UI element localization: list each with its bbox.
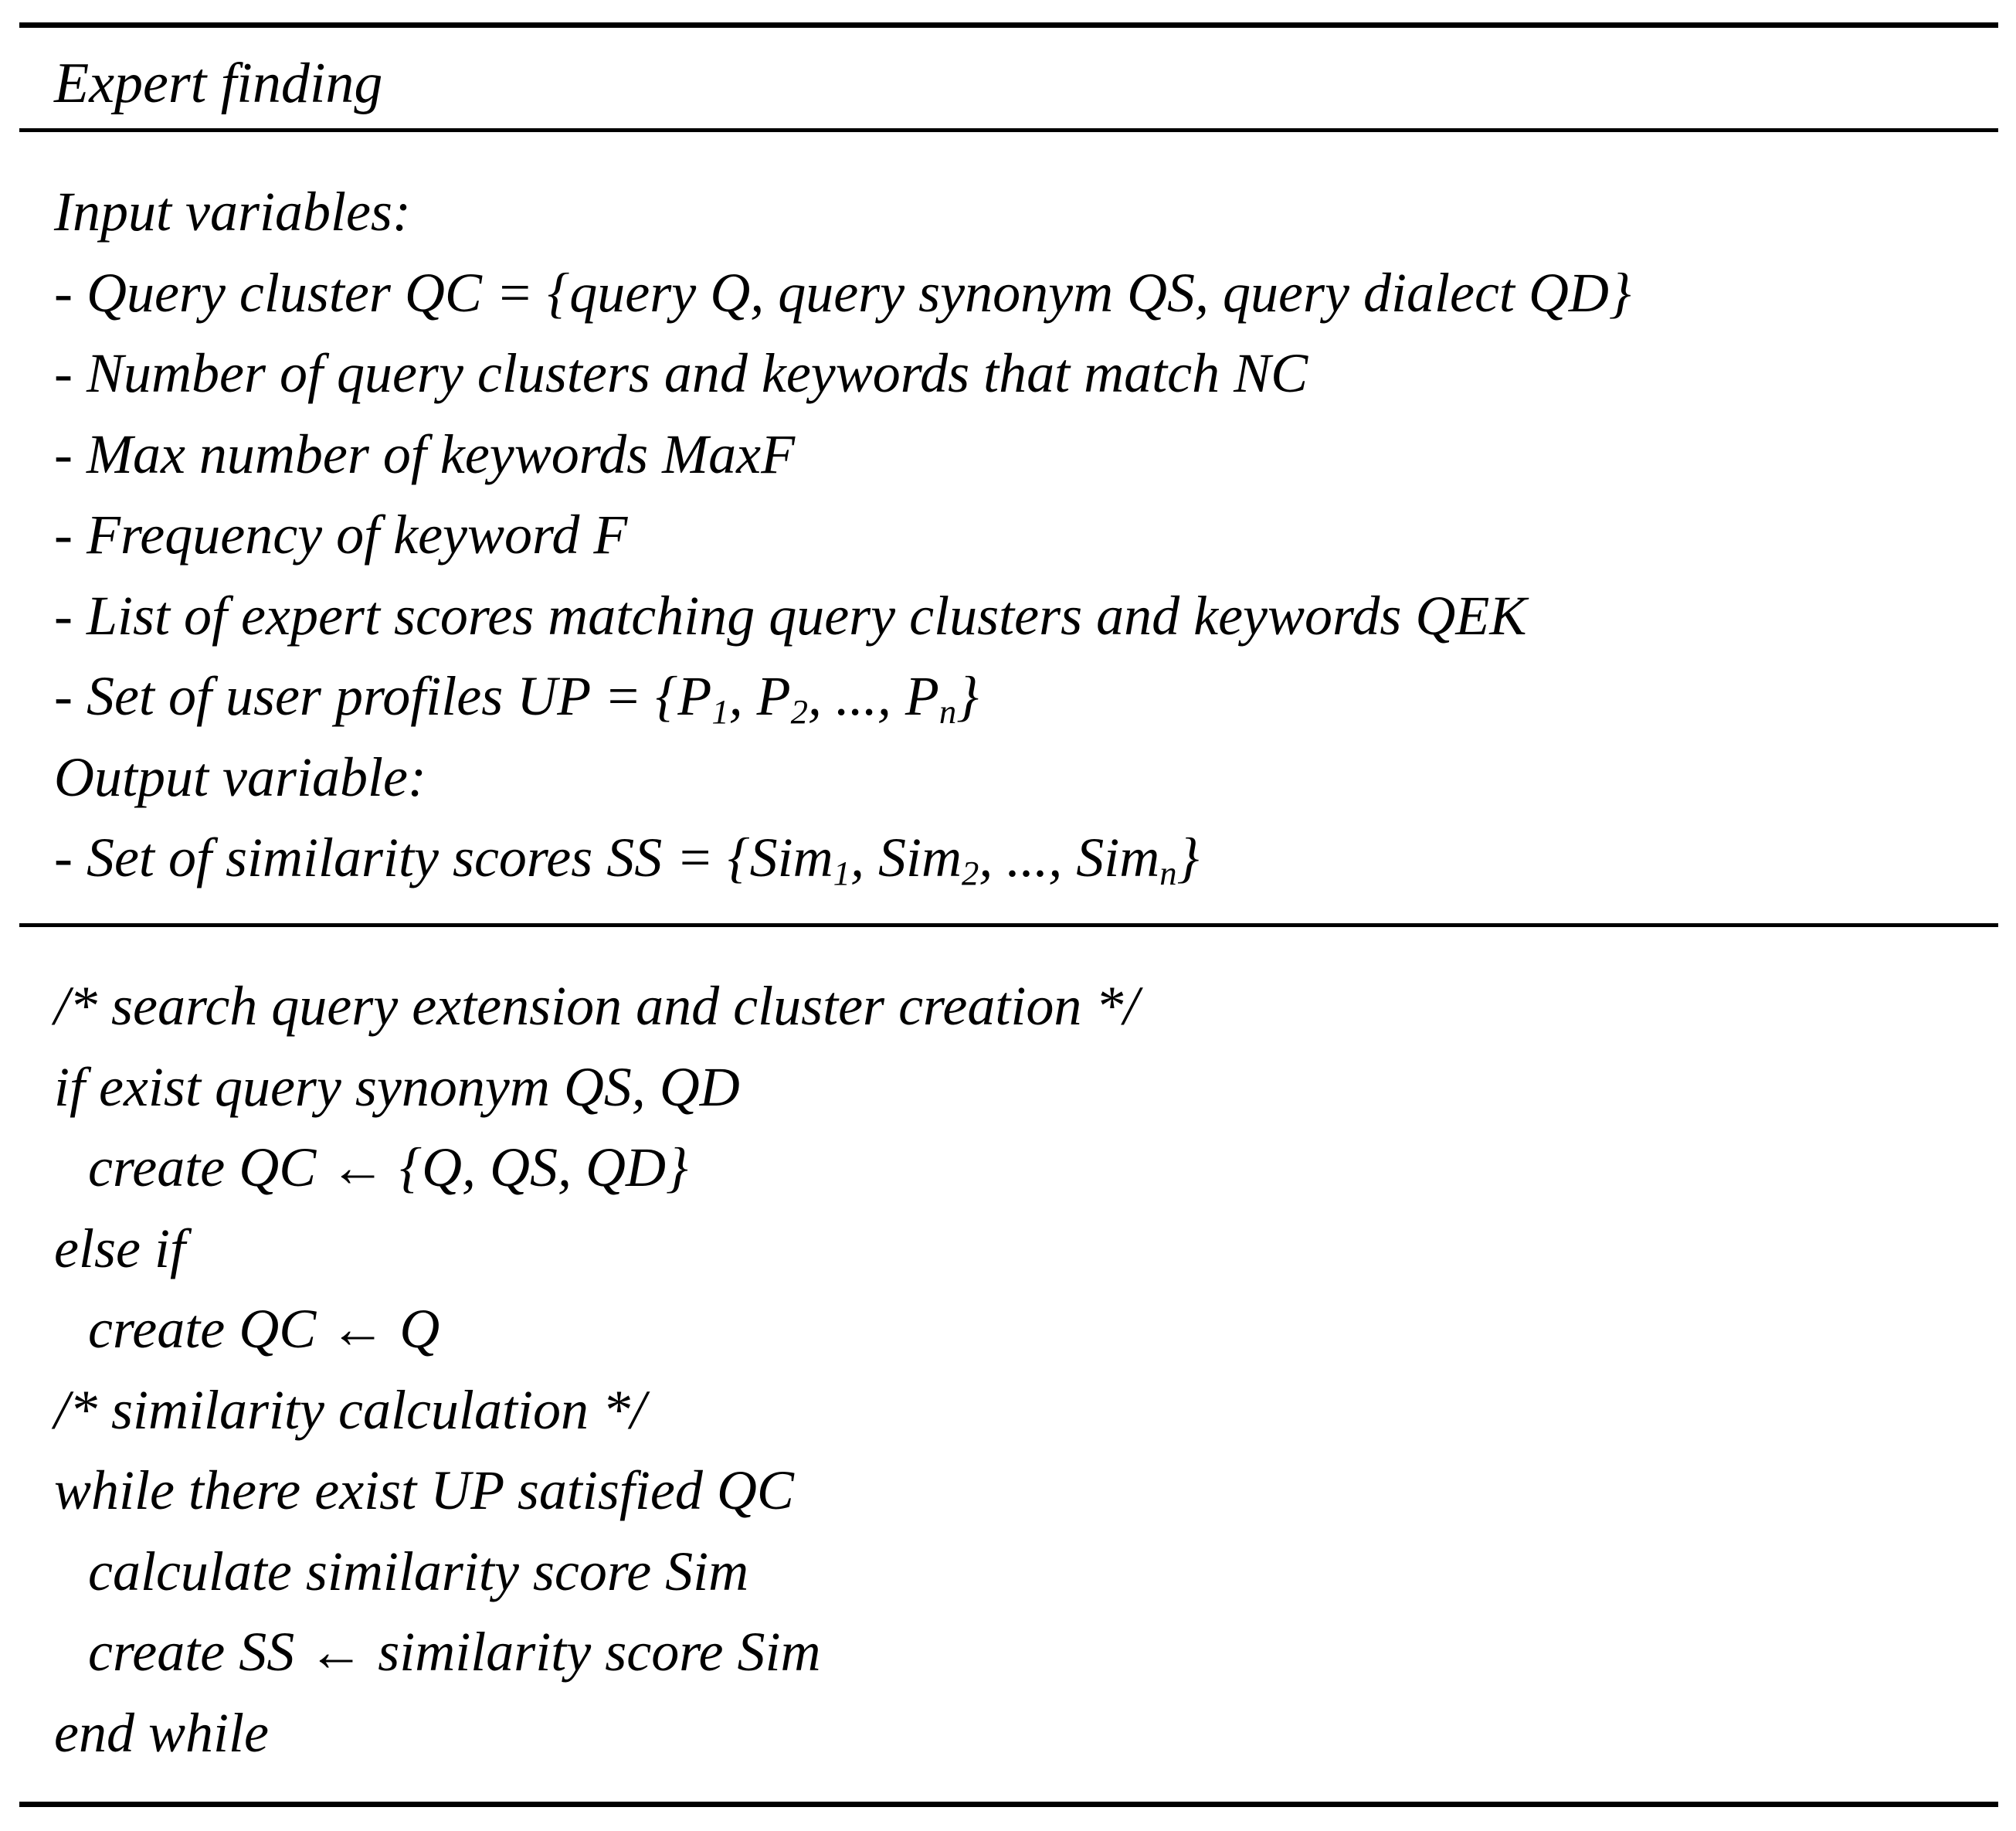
similarity-set-sep2: , ..., Sim	[979, 827, 1160, 888]
input-variables-heading: Input variables:	[54, 181, 411, 243]
algorithm-title: Expert finding	[54, 52, 383, 115]
code-line-calculate-sim: calculate similarity score Sim	[88, 1540, 749, 1602]
user-profiles-prefix: - Set of user profiles UP = {P	[54, 665, 712, 727]
user-profiles-sep2: , ..., P	[807, 665, 939, 727]
subscript-1: 1	[833, 854, 850, 893]
code-line-comment-query-extension: /* search query extension and cluster creation */	[54, 975, 1139, 1037]
subscript-n: n	[938, 692, 957, 732]
variables-section	[54, 172, 1631, 899]
subscript-1: 1	[711, 692, 729, 732]
subscript-n: n	[1159, 854, 1177, 893]
code-line-create-ss: create SS ← similarity score Sim	[88, 1621, 821, 1683]
code-line-create-qc-full: create QC ← {Q, QS, QD}	[88, 1136, 688, 1198]
output-variable-heading: Output variable:	[54, 746, 426, 808]
code-line-else-if: else if	[54, 1217, 185, 1279]
code-line-create-qc-q: create QC ← Q	[88, 1298, 440, 1360]
code-line-comment-similarity: /* similarity calculation */	[54, 1378, 646, 1441]
code-line-while: while there exist UP satisfied QC	[54, 1459, 794, 1521]
input-variable-query-cluster: - Query cluster QC = {query Q, query synonym QS, query dialect QD}	[54, 261, 1631, 324]
user-profiles-sep1: , P	[728, 665, 791, 727]
output-variable-similarity-set	[54, 817, 1631, 899]
pseudocode-section	[54, 966, 1139, 1773]
input-variable-maxf: - Max number of keywords MaxF	[54, 423, 796, 485]
title-rule	[19, 128, 1998, 132]
subscript-2: 2	[790, 692, 808, 732]
input-variable-user-profiles	[54, 656, 1631, 737]
user-profiles-suffix: }	[956, 665, 979, 727]
similarity-set-prefix: - Set of similarity scores SS = {Sim	[54, 827, 833, 888]
input-variable-qek: - List of expert scores matching query clusters and keywords QEK	[54, 584, 1527, 647]
input-variable-frequency: - Frequency of keyword F	[54, 504, 628, 566]
bottom-rule	[19, 1802, 1998, 1807]
input-variable-nc: - Number of query clusters and keywords that match NC	[54, 342, 1308, 404]
similarity-set-suffix: }	[1176, 827, 1200, 888]
top-rule	[19, 22, 1998, 28]
subscript-2: 2	[961, 854, 979, 893]
code-line-end-while: end while	[54, 1701, 269, 1764]
variables-rule	[19, 923, 1998, 927]
code-line-if: if exist query synonym QS, QD	[54, 1055, 740, 1118]
similarity-set-sep1: , Sim	[850, 827, 962, 888]
